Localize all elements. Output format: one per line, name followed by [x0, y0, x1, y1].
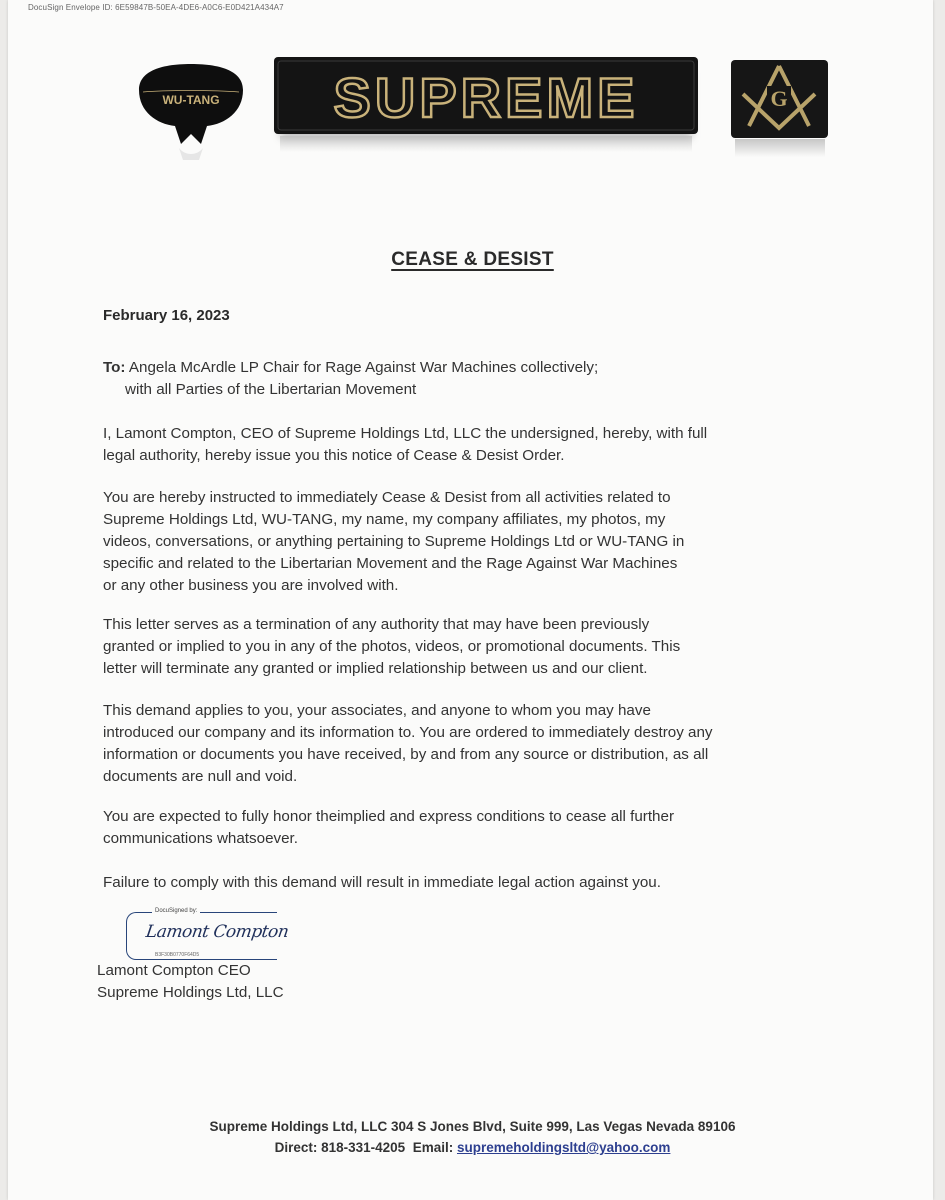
- document-title: [0, 249, 945, 271]
- signer-name-title: Lamont Compton CEO: [97, 962, 251, 979]
- supreme-banner: [274, 57, 698, 134]
- paragraph-demand: [103, 700, 863, 788]
- direct-label: Direct:: [274, 1140, 318, 1155]
- signer-block: [97, 960, 284, 1004]
- paragraph-line: You are hereby instructed to immediately Cease & Desist from all activities related to: [103, 489, 671, 506]
- paragraph-line: I, Lamont Compton, CEO of Supreme Holdings Ltd, LLC the undersigned, hereby, with full: [103, 425, 708, 442]
- paragraph-expectation: [103, 806, 863, 850]
- paragraph-line: Failure to comply with this demand will result in immediate legal action against you.: [103, 874, 661, 891]
- paragraph-line: legal authority, hereby issue you this notice of Cease & Desist Order.: [103, 447, 565, 464]
- paragraph-line: documents are null and void.: [103, 768, 298, 785]
- paragraph-line: letter will terminate any granted or implied relationship between us and our client.: [103, 660, 648, 677]
- addressee-block: [103, 357, 863, 401]
- paragraph-instruction: [103, 487, 863, 597]
- paragraph-line: specific and related to the Libertarian Movement and the Rage Against War Machines: [103, 555, 678, 572]
- signature-id: B3F30B0770F64D5: [152, 952, 202, 958]
- paragraph-authority: [103, 423, 863, 467]
- paragraph-line: communications whatsoever.: [103, 830, 298, 847]
- footer-email-link[interactable]: supremeholdingsltd@yahoo.com: [456, 1140, 671, 1155]
- wu-tang-logo-text: WU-TANG: [162, 93, 220, 107]
- paragraph-line: videos, conversations, or anything pertaining to Supreme Holdings Ltd or WU-TANG in: [103, 533, 685, 550]
- paragraph-line: This letter serves as a termination of any authority that may have been previously: [103, 616, 650, 633]
- paragraph-line: or any other business you are involved with.: [103, 577, 399, 594]
- paragraph-line: You are expected to fully honor theimplied and express conditions to cease all further: [103, 808, 675, 825]
- docusign-envelope-id: DocuSign Envelope ID: 6E59847B-50EA-4DE6-A0C6-E0D421A434A7: [28, 3, 284, 12]
- footer-address: Supreme Holdings Ltd, LLC 304 S Jones Blvd, Suite 999, Las Vegas Nevada 89106: [209, 1119, 736, 1134]
- title-text: CEASE & DESIST: [391, 249, 554, 270]
- paragraph-line: granted or implied to you in any of the photos, videos, or promotional documents. This: [103, 638, 681, 655]
- handwritten-signature: Lamont Compton: [144, 922, 290, 942]
- footer-contact: [0, 1137, 945, 1158]
- email-label: Email:: [412, 1140, 454, 1155]
- supreme-banner-text: SUPREME: [333, 66, 639, 129]
- paragraph-termination: [103, 614, 863, 680]
- wu-tang-logo: [135, 60, 247, 164]
- banner-reflection: [280, 136, 692, 152]
- paragraph-line: Supreme Holdings Ltd, WU-TANG, my name, my company affiliates, my photos, my: [103, 511, 666, 528]
- to-label: To:: [103, 359, 126, 376]
- paragraph-line: information or documents you have received, by and from any source or distribution, as all: [103, 746, 709, 763]
- masonic-g-letter: G: [770, 86, 788, 111]
- letterhead-footer: [0, 1116, 945, 1158]
- signer-company: Supreme Holdings Ltd, LLC: [97, 984, 284, 1001]
- paragraph-line: introduced our company and its information to. You are ordered to immediately destroy any: [103, 724, 713, 741]
- addressee-line-1: Angela McArdle LP Chair for Rage Against War Machines collectively;: [128, 359, 599, 376]
- document-page: [8, 0, 933, 1200]
- docusigned-by-label: DocuSigned by:: [152, 908, 200, 914]
- paragraph-line: This demand applies to you, your associates, and anyone to whom you may have: [103, 702, 651, 719]
- footer-phone: 818-331-4205: [321, 1140, 406, 1155]
- masonic-emblem: [731, 60, 828, 138]
- emblem-reflection: [735, 139, 825, 157]
- letter-date: February 16, 2023: [103, 307, 230, 324]
- addressee-line-2: with all Parties of the Libertarian Movement: [125, 381, 417, 398]
- paragraph-warning: [103, 872, 863, 894]
